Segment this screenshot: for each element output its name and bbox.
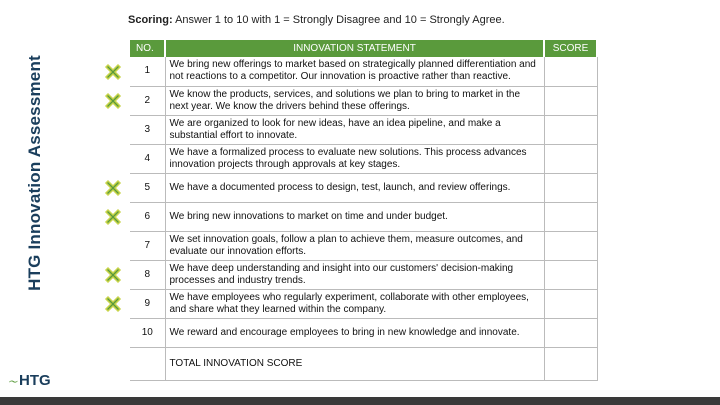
score-cell[interactable] (544, 202, 597, 231)
row-number: 2 (130, 86, 165, 115)
row-number: 6 (130, 202, 165, 231)
logo-swoosh-icon: 〜 (8, 377, 18, 387)
table-row (130, 318, 597, 347)
footer-bar (0, 397, 720, 405)
row-statement: We have deep understanding and insight into our customers' decision-making processes and industry trends. (165, 260, 544, 289)
table-row (130, 231, 597, 260)
x-mark-icon (103, 207, 123, 227)
innovation-table (130, 40, 598, 381)
score-cell[interactable] (544, 57, 597, 86)
table-row (130, 57, 597, 86)
row-number: 3 (130, 115, 165, 144)
row-number: 10 (130, 318, 165, 347)
x-mark-icon (103, 265, 123, 285)
row-statement: We know the products, services, and solutions we plan to bring to market in the next year. We know the drivers behind these offerings. (165, 86, 544, 115)
table-row (130, 202, 597, 231)
row-statement: We have a formalized process to evaluate new solutions. This process advances innovation projects through approvals at key stages. (165, 144, 544, 173)
row-number: 4 (130, 144, 165, 173)
x-mark-icon (103, 91, 123, 111)
score-cell[interactable] (544, 86, 597, 115)
table-row (130, 144, 597, 173)
scoring-instructions (128, 14, 505, 26)
table-row (130, 289, 597, 318)
score-cell[interactable] (544, 144, 597, 173)
header-score: SCORE (544, 40, 597, 57)
row-number: 1 (130, 57, 165, 86)
logo-text: HTG (19, 372, 51, 389)
header-statement: INNOVATION STATEMENT (165, 40, 544, 57)
score-cell[interactable] (544, 115, 597, 144)
row-number: 9 (130, 289, 165, 318)
score-cell[interactable] (544, 318, 597, 347)
total-empty-cell (130, 347, 165, 380)
row-statement: We are organized to look for new ideas, have an idea pipeline, and make a substantial effort to innovate. (165, 115, 544, 144)
row-number: 7 (130, 231, 165, 260)
side-title (22, 20, 48, 325)
score-cell[interactable] (544, 173, 597, 202)
scoring-label: Scoring: (128, 14, 173, 26)
table-row (130, 173, 597, 202)
row-statement: We reward and encourage employees to bring in new knowledge and innovate. (165, 318, 544, 347)
table-row (130, 260, 597, 289)
total-row (130, 347, 597, 380)
table-row (130, 86, 597, 115)
row-statement: We bring new innovations to market on time and under budget. (165, 202, 544, 231)
row-statement: We have a documented process to design, test, launch, and review offerings. (165, 173, 544, 202)
row-statement: We set innovation goals, follow a plan to achieve them, measure outcomes, and evaluate our innovation efforts. (165, 231, 544, 260)
row-statement: We bring new offerings to market based on strategically planned differentiation and not reactions to a competitor. Our innovation is proactive rather than reactive. (165, 57, 544, 86)
x-mark-icon (103, 294, 123, 314)
score-cell[interactable] (544, 260, 597, 289)
total-label: TOTAL INNOVATION SCORE (165, 347, 544, 380)
row-statement: We have employees who regularly experiment, collaborate with other employees, and share what they learned within the company. (165, 289, 544, 318)
total-score-cell[interactable] (544, 347, 597, 380)
header-no: NO. (130, 40, 165, 57)
score-cell[interactable] (544, 289, 597, 318)
x-mark-icon (103, 178, 123, 198)
row-number: 5 (130, 173, 165, 202)
scoring-text: Answer 1 to 10 with 1 = Strongly Disagree and 10 = Strongly Agree. (172, 14, 505, 26)
score-cell[interactable] (544, 231, 597, 260)
side-title-text: HTG Innovation Assessment (25, 54, 44, 291)
row-number: 8 (130, 260, 165, 289)
table-body (130, 57, 597, 380)
x-mark-icon (103, 62, 123, 82)
table-row (130, 115, 597, 144)
htg-logo (8, 372, 51, 389)
